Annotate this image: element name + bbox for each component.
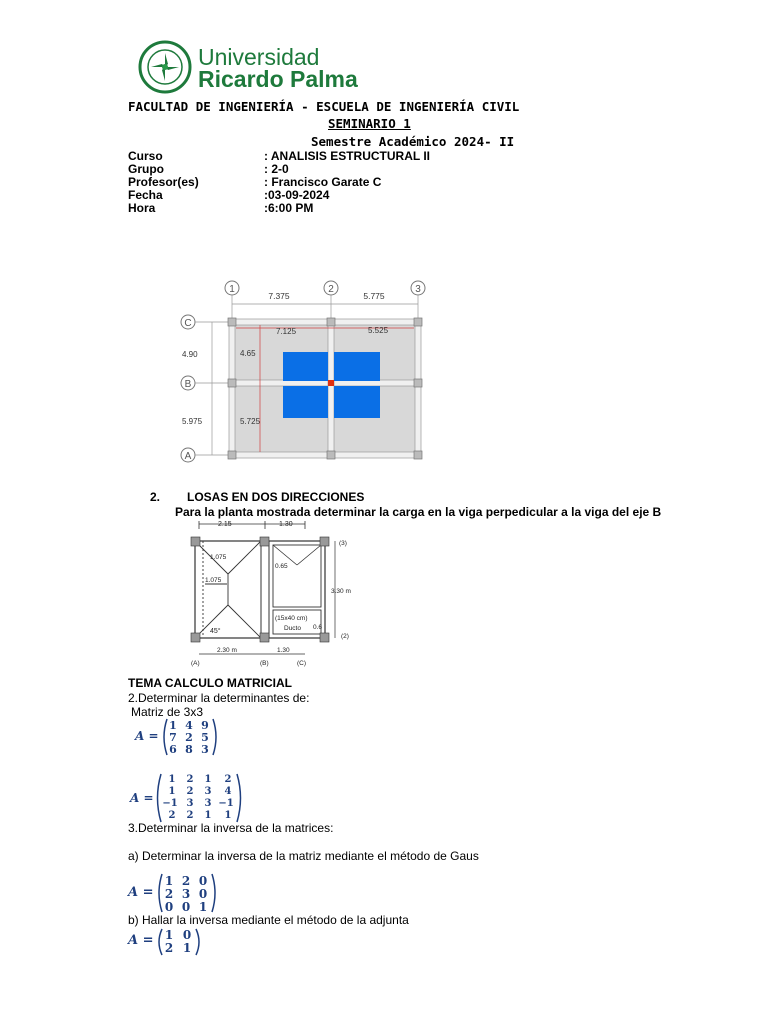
p2-dim-bottom-1: 2.30 m [217,647,237,654]
matrix-c: A = 1 2 0 2 3 0 0 0 1 [128,873,218,913]
p2-label-065: 0.65 [275,563,288,570]
matrix-b-var: A = [130,791,154,805]
section-2-prompt: Para la planta mostrada determinar la carga en la viga perpedicular a la viga del eje B [175,505,662,519]
matrix-b: A = 1 2 1 2 1 2 3 4 −1 3 3 −1 2 2 1 1 [130,773,245,823]
dim-inner-left-1: 4.65 [240,349,256,358]
question-2: 2.Determinar la determinantes de: [128,691,310,705]
center-node [328,380,334,386]
section-2-title: LOSAS EN DOS DIRECCIONES [187,490,365,504]
axis-label-3: 3 [415,284,421,295]
p2-dim-top-1: 2.15 [218,521,232,528]
p2-axis-b: (B) [260,660,269,667]
p2-label-45: 45° [210,628,221,635]
seminar-heading: SEMINARIO 1 [328,116,411,131]
dim-top-2: 5.775 [363,291,385,301]
faculty-heading: FACULTAD DE INGENIERÍA - ESCUELA DE INGENIERÍA CIVIL [128,99,520,114]
axis-markers-top [225,281,425,295]
matrix-d: A = 1 0 2 1 [128,928,208,956]
dim-left-2: 5.975 [182,417,203,426]
dim-left-1: 4.90 [182,350,198,359]
axis-label-b: B [184,379,192,390]
semester-heading: Semestre Académico 2024- II [311,134,515,149]
question-3: 3.Determinar la inversa de la matrices: [128,821,334,835]
university-logo [138,40,358,94]
dim-inner-top-2: 5.525 [368,326,389,335]
university-name-line2: Ricardo Palma [198,66,358,92]
dim-inner-top-1: 7.125 [276,327,297,336]
p2-label-1075-a: 1.075 [210,554,227,561]
axis-label-c: C [184,318,192,329]
p2-dim-top-2: 1.30 [279,521,293,528]
matrix-a: A = 1 4 9 7 2 5 6 8 3 [135,718,215,756]
question-3b: b) Hallar la inversa mediante el método de la adjunta [128,913,409,927]
university-name-line1: Universidad [198,44,320,70]
p2-dim-bottom-2: 1.30 [277,647,290,654]
duct-size: (15x40 cm) [275,615,308,622]
floor-plan-2 [185,517,365,667]
floor-plan-1 [176,278,436,468]
dim-inner-left-2: 5.725 [240,417,261,426]
question-2-sub: Matriz de 3x3 [131,705,204,719]
p2-dim-right-1: 3.30 m [331,588,351,595]
axis-label-2: 2 [328,284,334,295]
matrix-a-var: A = [135,729,159,743]
question-3a: a) Determinar la inversa de la matriz mediante el método de Gaus [128,849,479,863]
axis-label-1: 1 [229,284,235,295]
p2-axis-2: (2) [341,633,349,640]
p2-axis-c: (C) [297,660,307,667]
p2-axis-3: (3) [339,540,347,547]
seal-icon [138,40,192,94]
section-2-number: 2. [150,490,161,504]
section-3-title: TEMA CALCULO MATRICIAL [128,676,292,690]
matrix-c-var: A = [128,885,154,900]
p2-label-1075-b: 1.075 [205,577,222,584]
p2-axis-a: (A) [191,660,200,667]
axis-label-a: A [184,451,192,462]
matrix-d-var: A = [128,933,154,948]
dim-top-1: 7.375 [268,291,290,301]
duct-label: Ducto [284,625,301,632]
p2-dim-right-2: 0.6 [313,624,323,631]
